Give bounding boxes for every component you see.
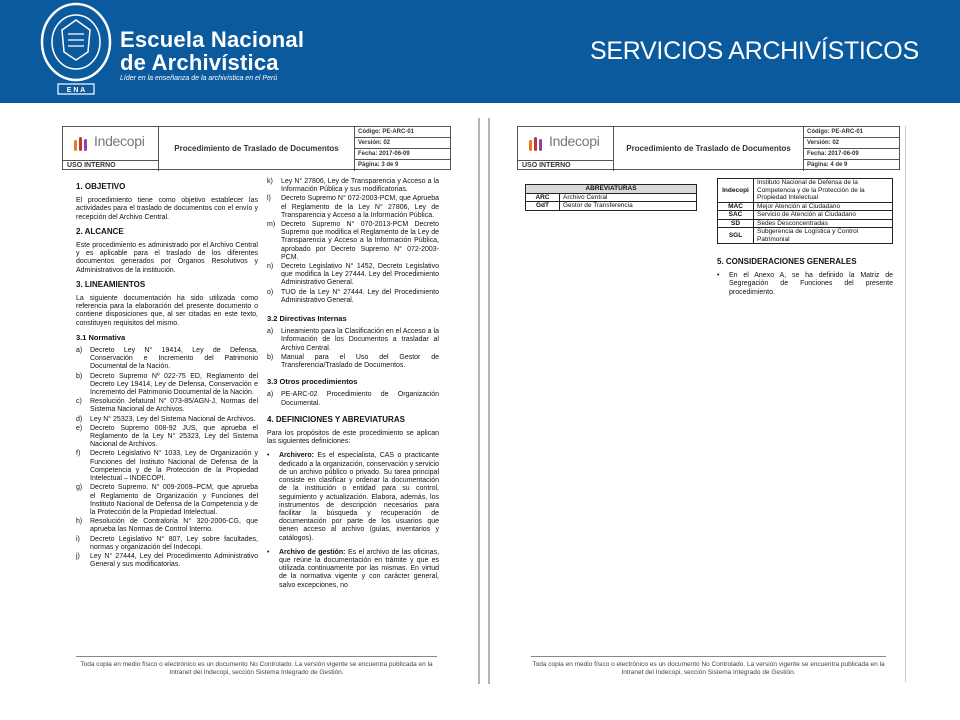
procedure-title: Procedimiento de Traslado de Documentos: [626, 143, 791, 153]
abbreviations-table: [525, 184, 697, 211]
section-title-alcance: 2. ALCANCE: [76, 226, 124, 236]
paragraph-alcance: Este procedimiento es administrado por el Archivo Central y es aplicable para el traslado de los diferentes documentos generados por Órganos Resolutivos y Administrativos de la institución.: [76, 242, 258, 274]
institutions-table: [717, 178, 893, 244]
list-item: e) Decreto Supremo 008-92 JUS, que aprueba el Reglamento de la Ley N° 25323, Ley del Sistema Nacional de Archivos.: [76, 424, 258, 449]
list-item: g) Decreto Supremo. N° 009-2009–PCM, que aprueba el Reglamento de Organización y Funciones del Instituto Nacional de Defensa de la Competencia y de la Protección de la Propiedad Intelectual.: [76, 484, 258, 516]
doc-header-table: [62, 126, 451, 170]
list-item: n) Decreto Legislativo N° 1452, Decreto Legislativo que modifica la Ley 27444. Ley del Procedimiento Administrativo General.: [267, 263, 439, 287]
list-item: c) Resolución Jefatural N° 073-85/AGN-J, Normas del Sistema Nacional de Archivos.: [76, 398, 258, 414]
bullet-icon: •: [717, 272, 720, 280]
svg-text:E N A: E N A: [66, 87, 86, 94]
table-row: Indecopi Instituto Nacional de Defensa de la Competencia y de la Protección de la Propiedad Intelectual: [718, 179, 893, 203]
list-item: f) Decreto Legislativo N° 1033, Ley de Organización y Funciones del Instituto Nacional de Defensa de la Competencia y de la Protección de la Propiedad Intelectual – INDECOPI.: [76, 450, 258, 483]
definition-item: • Archivo de gestión: Es el archivo de las oficinas, que reúne la documentación en trámite y que es utilizada continuamente por las mismas. En virtud de la normativa vigente y con carácter general, salvo excepciones, no: [267, 548, 440, 589]
list-item: o) TUO de la Ley N° 27444. Ley del Procedimiento Administrativo General.: [267, 288, 439, 304]
doc-code: Código: PE-ARC-01: [355, 127, 450, 138]
section-title-consideraciones: 5. CONSIDERACIONES GENERALES: [717, 257, 857, 266]
school-name-line1: Escuela Nacional: [120, 27, 305, 52]
paragraph-objetivo: El procedimiento tiene como objetivo establecer las actividades para el traslado de documentos con el envío y recepción del Archivo Central.: [76, 197, 258, 221]
indecopi-logo: [518, 127, 614, 161]
otros-list: [267, 391, 439, 407]
doc-header-table: [517, 126, 900, 170]
list-item: d) Ley N° 25323, Ley del Sistema Nacional de Archivos.: [76, 415, 256, 423]
bullet-item: • En el Anexo A, se ha definido la Matriz de Segregación de Funciones del presente procedimiento.: [717, 272, 893, 296]
table-row: SGL Subgerencia de Logística y Control Patrimonial: [718, 228, 893, 244]
section-title-lineamientos: 3. LINEAMIENTOS: [76, 279, 146, 289]
list-item: m) Decreto Supremo N° 070-2013-PCM Decreto Supremo que modifica el Reglamento de la Ley de Transparencia y Acceso a la Información Pública, aprobado por Decreto Supremo N° 072-2003-PCM.: [267, 221, 439, 261]
normativa-list-continued: [267, 178, 439, 305]
doc-version: Versión: 02: [804, 138, 899, 149]
list-item: k) Ley N° 27806, Ley de Transparencia y Acceso a la Información Pública y sus modificatorias.: [267, 178, 439, 194]
list-item: a) Lineamiento para la Clasificación en el Acceso a la Información de los Documentos a trasladar al Archivo Central.: [267, 328, 439, 352]
left-column: [76, 178, 258, 570]
list-item: b) Decreto Supremo Nº 022-75 ED, Reglamento del Decreto Ley 19414, Ley de Defensa, Conservación e Incremento del Patrimonio Documental de la Nación.: [76, 372, 258, 397]
subsection-title-directivas: 3.2 Directivas Internas: [267, 314, 347, 324]
doc-version: Versión: 02: [355, 138, 450, 149]
right-column: [717, 178, 893, 303]
doc-footer: Toda copia en medio físico o electrónico es un documento No Controlado. La versión vigente se encuentra publicada en la Intranet del Indecopi, sección Sistema Integrado de Gestión.: [76, 656, 437, 682]
header-banner: [0, 0, 960, 103]
left-column: [525, 178, 705, 211]
table-row: ARC Archivo Central: [526, 193, 697, 202]
indecopi-mark-icon: [528, 135, 546, 153]
doc-page-number: Página: 4 de 9: [807, 162, 848, 168]
table-row: GdT Gestor de Transferencia: [526, 202, 697, 211]
indecopi-logo-text: Indecopi: [94, 133, 145, 149]
ena-seal-logo: [40, 2, 112, 100]
school-motto: Líder en la enseñanza de la archivística en el Perú: [120, 75, 278, 82]
doc-date: Fecha: 2017-06-09: [355, 149, 450, 160]
page-edge: [905, 126, 906, 682]
indecopi-logo-text: Indecopi: [549, 133, 600, 149]
procedure-title: Procedimiento de Traslado de Documentos: [174, 143, 339, 153]
right-column: [267, 178, 439, 596]
doc-footer: Toda copia en medio físico o electrónico es un documento No Controlado. La versión vigente se encuentra publicada en la Intranet del Indecopi, sección Sistema Integrado de Gestión.: [531, 656, 886, 682]
subsection-title-normativa: 3.1 Normativa: [76, 332, 126, 342]
table-row: MAC Mejor Atención al Ciudadano: [718, 202, 893, 211]
list-item: h) Resolución de Contraloría N° 320-2006-CG, que aprueba las Normas de Control Interno.: [76, 518, 258, 534]
bullet-icon: •: [267, 452, 270, 460]
bullet-icon: •: [267, 548, 270, 556]
list-item: a) Decreto Ley N° 19414, Ley de Defensa, Conservación e Incremento del Patrimonio Documental de la Nación.: [76, 347, 258, 371]
doc-page-number: Página: 3 de 9: [358, 162, 399, 168]
list-item: i) Decreto Legislativo N° 807, Ley sobre facultades, normas y organización del Indecopi.: [76, 535, 258, 551]
document-page-3: [62, 126, 451, 682]
directivas-list: [267, 328, 439, 370]
doc-meta: [803, 127, 899, 171]
internal-use-label: USO INTERNO: [63, 161, 159, 171]
paragraph-lineamientos: La siguiente documentación ha sido utilizada como referencia para la elaboración del presente documento o contiene disposiciones que, al ser citadas en este texto, constituyen requisitos del mismo.: [76, 295, 258, 327]
internal-use-label: USO INTERNO: [518, 161, 614, 171]
abbreviations-header: ABREVIATURAS: [526, 185, 697, 194]
section-title-objetivo: 1. OBJETIVO: [76, 182, 126, 191]
list-item: a) PE-ARC-02 Procedimiento de Organización Documental.: [267, 391, 439, 407]
doc-date: Fecha: 2017-06-09: [804, 149, 899, 160]
page-divider: [488, 118, 490, 684]
section-title-definiciones: 4. DEFINICIONES Y ABREVIATURAS: [267, 414, 405, 424]
indecopi-logo: [63, 127, 159, 161]
list-item: b) Manual para el Uso del Gestor de Transferencia/Traslado de Documentos.: [267, 353, 439, 370]
normativa-list: [76, 347, 258, 569]
school-name: [120, 28, 304, 74]
paragraph-definiciones-intro: Para los propósitos de este procedimiento se aplican las siguientes definiciones:: [267, 430, 439, 446]
page-divider: [478, 118, 480, 684]
document-page-4: [517, 126, 900, 682]
slide-title: SERVICIOS ARCHIVÍSTICOS: [590, 37, 919, 65]
table-row: SD Sedes Desconcentradas: [718, 219, 893, 228]
school-name-line2: de Archivística: [120, 50, 279, 75]
subsection-title-otros: 3.3 Otros procedimientos: [267, 377, 358, 387]
indecopi-mark-icon: [73, 135, 91, 153]
doc-code: Código: PE-ARC-01: [804, 127, 899, 138]
doc-meta: [354, 127, 450, 171]
list-item: j) Ley N° 27444, Ley del Procedimiento Administrativo General y sus modificatorias.: [76, 552, 258, 569]
list-item: l) Decreto Supremo N° 072-2003-PCM, que Aprueba el Reglamento de la Ley N° 27806, Ley de Transparencia y Acceso a la Información Pública.: [267, 195, 439, 219]
definition-item: • Archivero: Es el especialista, CAS o practicante dedicado a la organización, conservación y servicio de un archivo público o privado. Su tarea principal consiste en clasificar y ordenar la documentación de la institución o entidad para su control, seguimiento y actualización. Elabora, además, los instrumentos de descripción necesarios para facilitar la búsqueda y recuperación de documentación por parte de los usuarios que tienen acceso al archivo (guías, inventarios y catálogos).: [267, 452, 439, 542]
table-row: SAC Servicio de Atención al Ciudadano: [718, 211, 893, 220]
